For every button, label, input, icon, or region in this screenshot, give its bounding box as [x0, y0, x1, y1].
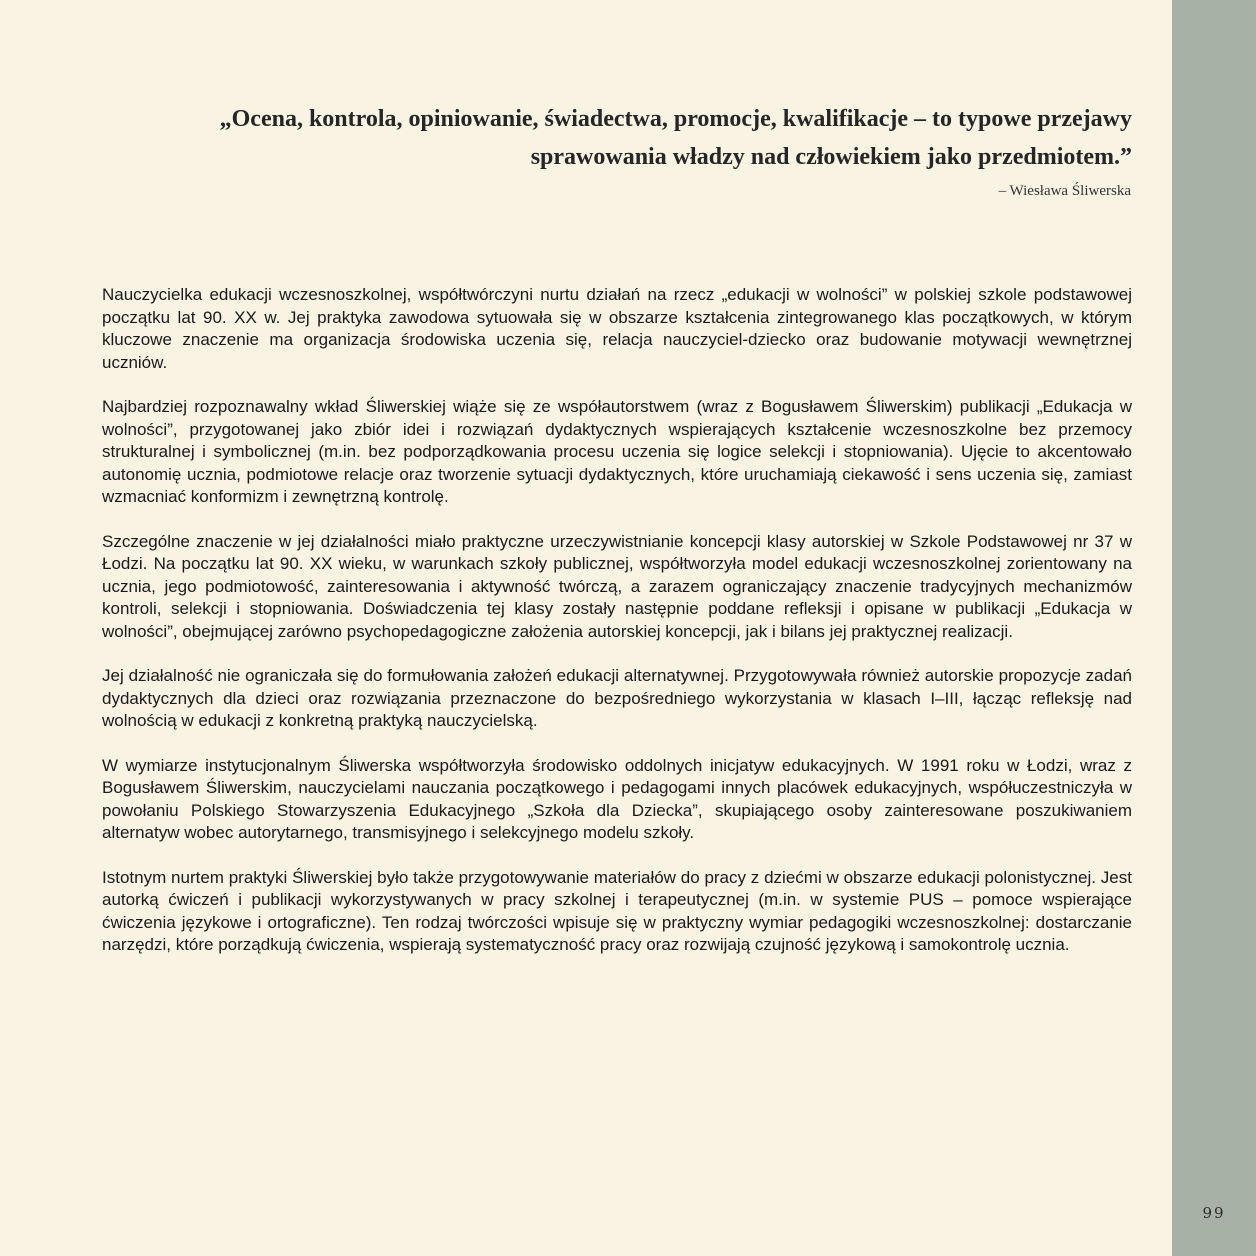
paragraph-2: Najbardziej rozpoznawalny wkład Śliwerskiej wiąże się ze współautorstwem (wraz z Bogusławem Śliwerskim) publikacji „Edukacja w wolności”, przygotowanej jako zbiór idei i rozwiązań dydaktycznych wspierających kształcenie wczesnoszkolne bez przemocy strukturalnej i symbolicznej (m.in. bez podporządkowania procesu uczenia się logice selekcji i stopniowania). Ujęcie to akcentowało autonomię ucznia, podmiotowe relacje oraz tworzenie sytuacji dydaktycznych, które uruchamiają ciekawość i sens uczenia się, zamiast wzmacniać konformizm i zewnętrzną kontrolę.	[102, 397, 1132, 506]
body-text	[102, 284, 1132, 979]
paragraph-4: Jej działalność nie ograniczała się do formułowania założeń edukacji alternatywnej. Przygotowywała również autorskie propozycje zadań dydaktycznych dla dzieci oraz rozwiązania przeznaczone do bezpośredniego wykorzystania w klasach I–III, łącząc refleksję nad wolnością w edukacji z konkretną praktyką nauczycielską.	[102, 666, 1132, 730]
side-margin-bar	[1172, 0, 1256, 1256]
paragraph-3: Szczególne znaczenie w jej działalności miało praktyczne urzeczywistnianie koncepcji klasy autorskiej w Szkole Podstawowej nr 37 w Łodzi. Na początku lat 90. XX wieku, w warunkach szkoły publicznej, współtworzyła model edukacji wczesnoszkolnej zorientowany na ucznia, jego podmiotowość, zainteresowania i aktywność twórczą, a zarazem ograniczający znaczenie tradycyjnych mechanizmów kontroli, selekcji i stopniowania. Doświadczenia tej klasy zostały następnie poddane refleksji i opisane w publikacji „Edukacja w wolności”, obejmującej zarówno psychopedagogiczne założenia autorskiej koncepcji, jak i bilans jej praktycznej realizacji.	[102, 531, 1132, 641]
paragraph-6: Istotnym nurtem praktyki Śliwerskiej było także przygotowywanie materiałów do pracy z dziećmi w obszarze edukacji polonistycznej. Jest autorką ćwiczeń i publikacji wykorzystywanych w pracy szkolnej i terapeutycznej (m.in. w systemie PUS – pomoce wspierające ćwiczenia językowe i ortograficzne). Ten rodzaj twórczości wpisuje się w praktyczny wymiar pedagogiki wczesnoszkolnej: dostarczanie narzędzi, które porządkują ćwiczenia, wspierają systematyczność pracy oraz rozwijają czujność językową i samokontrolę ucznia.	[102, 867, 1132, 954]
paragraph-5: W wymiarze instytucjonalnym Śliwerska współtworzyła środowisko oddolnych inicjatyw edukacyjnych. W 1991 roku w Łodzi, wraz z Bogusławem Śliwerskim, nauczycielami nauczania początkowego i pedagogami innych placówek edukacyjnych, współuczestniczyła w powołaniu Polskiego Stowarzyszenia Edukacyjnego „Szkoła dla Dziecka”, skupiającego osoby zainteresowane poszukiwaniem alternatyw wobec autorytarnego, transmisyjnego i selekcyjnego modelu szkoły.	[102, 755, 1132, 842]
page-number: 99	[1202, 1204, 1226, 1222]
epigraph-author: – Wiesława Śliwerska	[998, 183, 1131, 199]
epigraph-quote: „Ocena, kontrola, opiniowanie, świadectwa, promocje, kwalifikacje – to typowe przejawy sprawowania władzy nad człowiekiem jako przedmiotem.”	[219, 106, 1132, 170]
paragraph-1: Nauczycielka edukacji wczesnoszkolnej, współtwórczyni nurtu działań na rzecz „edukacji w wolności” w polskiej szkole podstawowej początku lat 90. XX w. Jej praktyka zawodowa sytuowała się w obszarze kształcenia zintegrowanego klas początkowych, w którym kluczowe znaczenie ma organizacja środowiska uczenia się, relacja nauczyciel-dziecko oraz budowanie motywacji wewnętrznej uczniów.	[102, 285, 1132, 372]
